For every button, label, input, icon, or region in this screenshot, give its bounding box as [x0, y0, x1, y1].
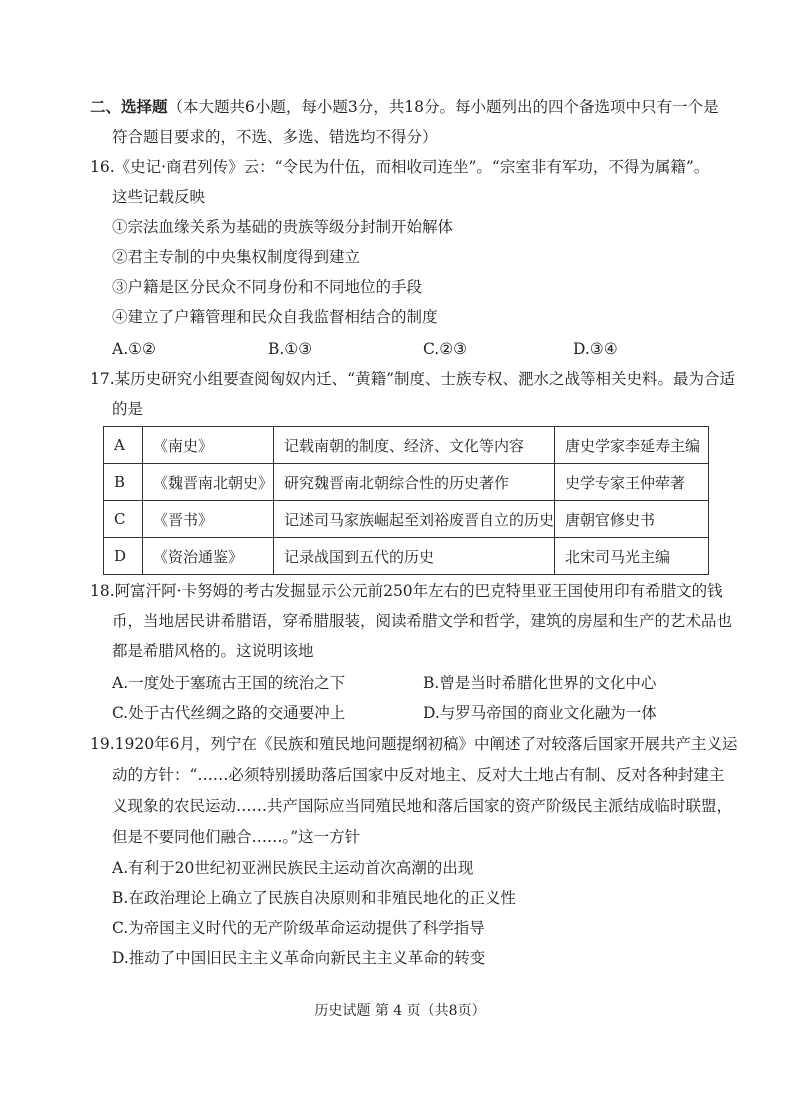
table-cell-book: 《资治通鉴》 [143, 538, 274, 575]
q19-stem-4: 但是不要同他们融合……。”这一方针 [112, 828, 361, 846]
q18-option-d[interactable]: D.与罗马帝国的商业文化融为一体 [423, 704, 657, 722]
q16-item-1: ①宗法血缘关系为基础的贵族等级分封制开始解体 [112, 218, 454, 236]
q18-option-c[interactable]: C.处于古代丝绸之路的交通要冲上 [112, 704, 346, 722]
q16-item-2: ②君主专制的中央集权制度得到建立 [112, 248, 361, 266]
q18-stem-1: 18.阿富汗阿·卡努姆的考古发掘显示公元前250年左右的巴克特里亚王国使用印有希腊文的钱 [90, 582, 723, 600]
q16-option-b[interactable]: B.①③ [268, 340, 313, 358]
q17-options-table [103, 426, 709, 575]
q17-stem-1: 17.某历史研究小组要查阅匈奴内迁、“黄籍”制度、士族专权、淝水之战等相关史料。最为合适 [90, 370, 736, 388]
table-row[interactable] [104, 501, 709, 538]
table-cell-letter: B [104, 464, 143, 501]
section-instructions-2: 符合题目要求的，不选、多选、错选均不得分） [112, 128, 438, 146]
q16-stem-1: 16.《史记·商君列传》云：“令民为什伍，而相收司连坐”。“宗室非有军功，不得为属籍”。 [90, 158, 710, 176]
table-row[interactable] [104, 427, 709, 464]
q16-option-a[interactable]: A.①② [112, 340, 156, 358]
table-cell-content: 研究魏晋南北朝综合性的历史著作 [274, 464, 555, 501]
table-cell-letter: D [104, 538, 143, 575]
table-cell-book: 《魏晋南北朝史》 [143, 464, 274, 501]
q18-option-b[interactable]: B.曾是当时希腊化世界的文化中心 [423, 674, 657, 692]
table-cell-letter: C [104, 501, 143, 538]
q16-option-c[interactable]: C.②③ [423, 340, 468, 358]
q16-stem-2: 这些记载反映 [112, 188, 206, 206]
q19-stem-1: 19.1920年6月，列宁在《民族和殖民地问题提纲初稿》中阐述了对较落后国家开展共产主义运 [90, 735, 738, 753]
q17-stem-2: 的是 [112, 400, 144, 418]
section-header [90, 96, 718, 118]
page-footer: 历史试题 第 4 页（共8页） [314, 1003, 486, 1019]
q19-option-b[interactable]: B.在政治理论上确立了民族自决原则和非殖民地化的正义性 [112, 889, 516, 907]
table-cell-author: 北宋司马光主编 [555, 538, 709, 575]
q16-item-4: ④建立了户籍管理和民众自我监督相结合的制度 [112, 308, 438, 326]
q16-option-d[interactable]: D.③④ [573, 340, 618, 358]
q18-option-a[interactable]: A.一度处于塞琉古王国的统治之下 [112, 674, 346, 692]
table-cell-content: 记述司马家族崛起至刘裕废晋自立的历史 [274, 501, 555, 538]
table-cell-book: 《晋书》 [143, 501, 274, 538]
q18-stem-2: 币，当地居民讲希腊语，穿希腊服装，阅读希腊文学和哲学，建筑的房屋和生产的艺术品也 [112, 612, 733, 630]
q16-item-3: ③户籍是区分民众不同身份和不同地位的手段 [112, 278, 423, 296]
q19-option-c[interactable]: C.为帝国主义时代的无产阶级革命运动提供了科学指导 [112, 919, 485, 937]
q19-stem-2: 动的方针：“……必须特别援助落后国家中反对地主、反对大土地占有制、反对各种封建主 [112, 766, 725, 784]
table-row[interactable] [104, 538, 709, 575]
table-cell-content: 记录战国到五代的历史 [274, 538, 555, 575]
table-cell-letter: A [104, 427, 143, 464]
q19-option-d[interactable]: D.推动了中国旧民主主义革命向新民主主义革命的转变 [112, 949, 486, 967]
table-cell-author: 史学专家王仲荦著 [555, 464, 709, 501]
section-title: 二、选择题 [90, 97, 168, 116]
table-cell-author: 唐史学家李延寿主编 [555, 427, 709, 464]
table-row[interactable] [104, 464, 709, 501]
q19-stem-3: 义现象的农民运动……共产国际应当同殖民地和落后国家的资产阶级民主派结成临时联盟， [112, 797, 733, 815]
q19-option-a[interactable]: A.有利于20世纪初亚洲民族民主运动首次高潮的出现 [112, 859, 474, 877]
table-cell-author: 唐朝官修史书 [555, 501, 709, 538]
table-cell-book: 《南史》 [143, 427, 274, 464]
q18-stem-3: 都是希腊风格的。这说明该地 [112, 642, 314, 660]
table-cell-content: 记载南朝的制度、经济、文化等内容 [274, 427, 555, 464]
section-instructions-1: （本大题共6小题，每小题3分，共18分。每小题列出的四个备选项中只有一个是 [167, 98, 719, 116]
